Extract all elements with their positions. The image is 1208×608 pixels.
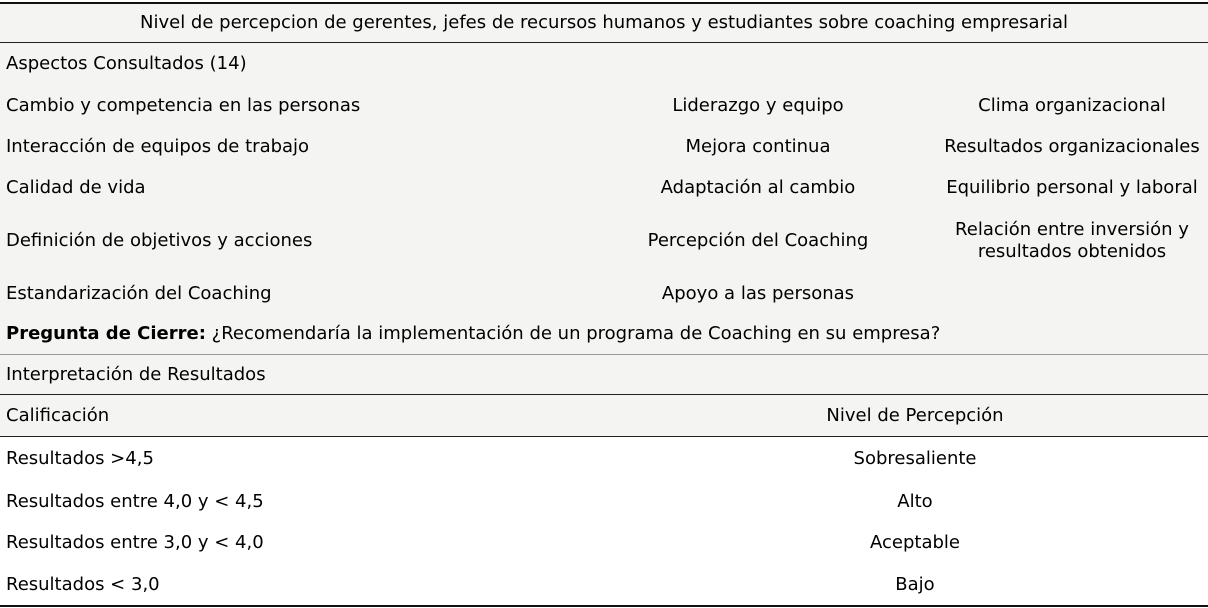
aspect-cell: Estandarización del Coaching [6, 282, 272, 304]
table-title: Nivel de percepcion de gerentes, jefes de recursos humanos y estudiantes sobre coaching empresarial [140, 12, 1068, 33]
results-header-row [0, 395, 1208, 436]
level-cell: Aceptable [870, 532, 960, 553]
closing-question [6, 314, 940, 354]
aspects-header-row [0, 43, 1208, 85]
bottom-rule [0, 605, 1208, 607]
rating-cell: Resultados >4,5 [6, 448, 154, 469]
rating-cell: Resultados entre 4,0 y < 4,5 [6, 490, 264, 512]
aspect-cell: Definición de objetivos y acciones [6, 230, 313, 251]
closing-question-text: ¿Recomendaría la implementación de un programa de Coaching en su empresa? [205, 323, 941, 344]
aspect-cell: Apoyo a las personas [661, 282, 855, 304]
table-row [0, 437, 1208, 481]
aspects-header: Aspectos Consultados (14) [6, 53, 247, 74]
table-row [0, 564, 1208, 605]
closing-question-label: Pregunta de Cierre: [6, 323, 206, 344]
level-cell: Alto [897, 490, 933, 512]
level-cell: Sobresaliente [853, 448, 977, 469]
aspects-row [0, 85, 1208, 126]
aspect-cell [937, 273, 1207, 314]
aspect-cell: Calidad de vida [6, 177, 146, 198]
table-row [0, 522, 1208, 564]
aspect-cell: Equilibrio personal y laboral [946, 177, 1198, 198]
title-row [0, 4, 1208, 42]
aspect-cell: Percepción del Coaching [647, 230, 869, 251]
aspect-cell: Clima organizacional [978, 94, 1166, 116]
interpretation-header-row [0, 355, 1208, 394]
aspect-cell: Adaptación al cambio [660, 177, 856, 198]
aspect-cell: Liderazgo y equipo [672, 94, 844, 116]
aspects-row [0, 167, 1208, 209]
aspect-cell: Cambio y competencia en las personas [6, 94, 361, 116]
aspects-row [0, 209, 1208, 273]
aspect-cell: Relación entre inversión y resultados obtenidos [955, 219, 1189, 262]
column-header-level: Nivel de Percepción [826, 404, 1004, 426]
level-cell: Bajo [895, 573, 935, 595]
closing-question-row [0, 314, 1208, 354]
interpretation-header: Interpretación de Resultados [6, 363, 266, 385]
aspect-cell: Mejora continua [685, 135, 831, 157]
rating-cell: Resultados entre 3,0 y < 4,0 [6, 532, 264, 553]
aspect-cell: Resultados organizacionales [944, 135, 1200, 157]
aspect-cell: Interacción de equipos de trabajo [6, 135, 310, 157]
rating-cell: Resultados < 3,0 [6, 573, 160, 595]
aspects-row [0, 273, 1208, 314]
column-header-rating: Calificación [6, 404, 110, 426]
table-row [0, 481, 1208, 522]
aspects-row [0, 126, 1208, 167]
